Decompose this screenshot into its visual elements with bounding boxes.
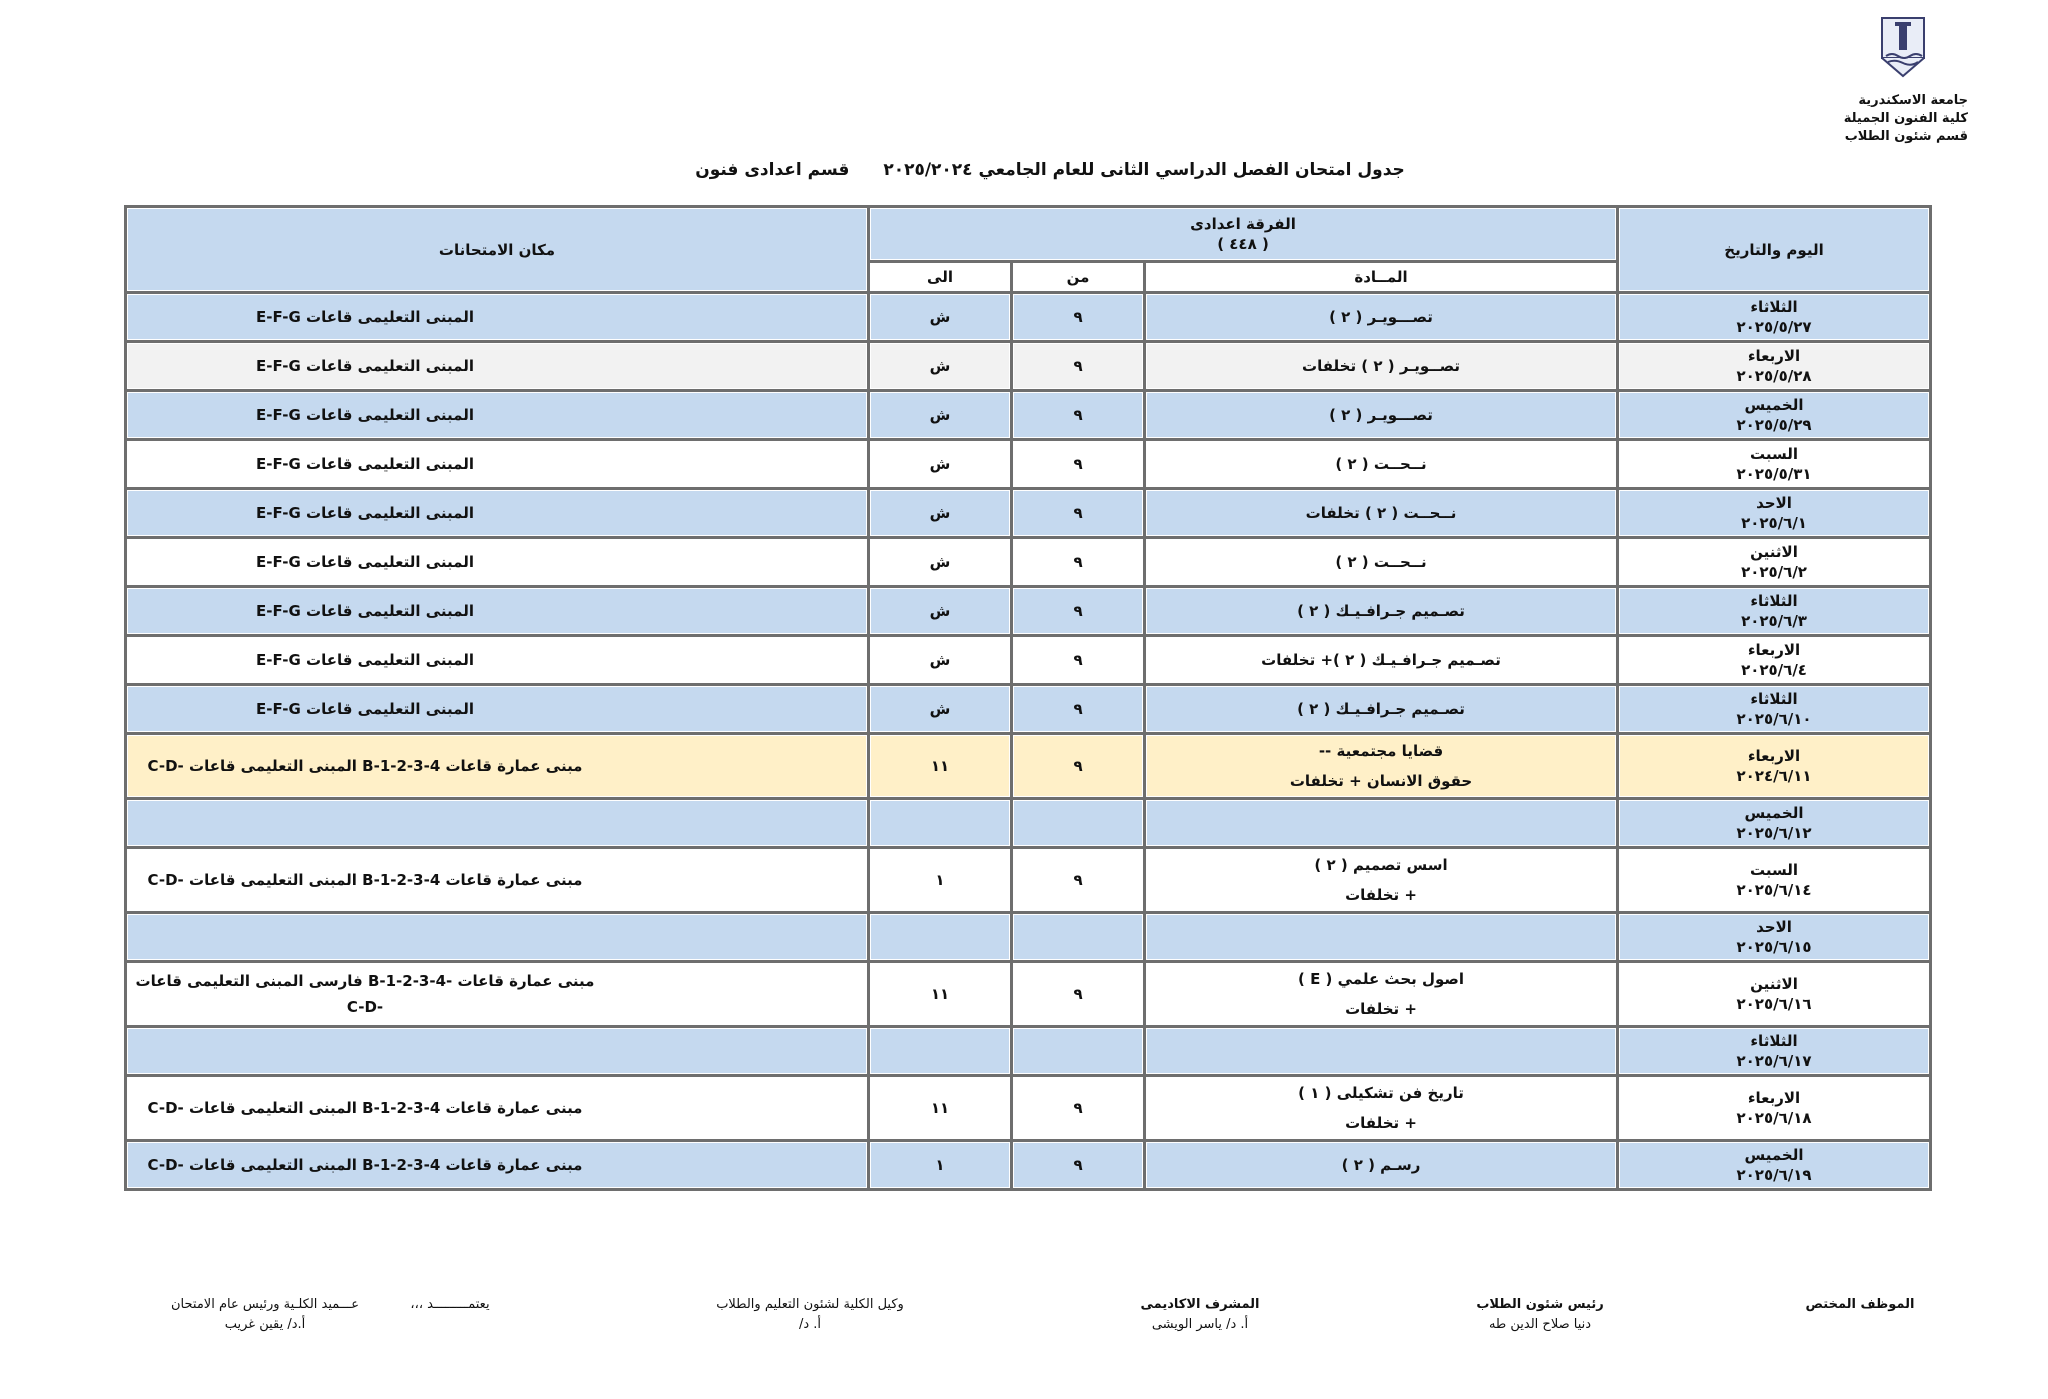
faculty-name: كلية الفنون الجميلة bbox=[1843, 111, 1968, 126]
subject-line-1: اصول بحث علمي ( E ) bbox=[1297, 970, 1465, 988]
footer-employee bbox=[1790, 1295, 1930, 1315]
cell-place: المبنى التعليمى قاعات E-F-G bbox=[127, 392, 867, 438]
cell-to: ش bbox=[870, 294, 1010, 340]
cell-place bbox=[127, 1028, 867, 1074]
table-row bbox=[127, 1142, 1929, 1188]
cell-subject bbox=[1146, 800, 1616, 846]
cell-to: ١١ bbox=[870, 963, 1010, 1025]
cell-to: ش bbox=[870, 588, 1010, 634]
day-name: السبت bbox=[1749, 861, 1799, 879]
cell-from: ٩ bbox=[1013, 392, 1143, 438]
header-subject: المــادة bbox=[1146, 263, 1616, 291]
cell-day-date bbox=[1619, 343, 1929, 389]
cell-to: ش bbox=[870, 637, 1010, 683]
cell-place: المبنى التعليمى قاعات E-F-G bbox=[127, 637, 867, 683]
header-group bbox=[870, 208, 1616, 260]
cell-from: ٩ bbox=[1013, 735, 1143, 797]
cell-day-date bbox=[1619, 441, 1929, 487]
cell-place: المبنى التعليمى قاعات E-F-G bbox=[127, 539, 867, 585]
affairs-title: رئيس شئون الطلاب bbox=[1476, 1297, 1604, 1312]
university-logo-icon bbox=[1880, 16, 1926, 78]
cell-from bbox=[1013, 914, 1143, 960]
vice-title: وكيل الكلية لشئون التعليم والطلاب bbox=[716, 1297, 904, 1312]
day-name: الاحد bbox=[1756, 494, 1792, 512]
table-row bbox=[127, 637, 1929, 683]
cell-subject bbox=[1146, 441, 1616, 487]
cell-day-date bbox=[1619, 914, 1929, 960]
table-row bbox=[127, 1077, 1929, 1139]
day-date: ٢٠٢٤/٦/١١ bbox=[1736, 767, 1812, 785]
day-date: ٢٠٢٥/٦/١٢ bbox=[1736, 824, 1812, 842]
cell-place bbox=[127, 800, 867, 846]
cell-subject bbox=[1146, 914, 1616, 960]
cell-to: ش bbox=[870, 441, 1010, 487]
cell-from: ٩ bbox=[1013, 441, 1143, 487]
table-row bbox=[127, 735, 1929, 797]
cell-day-date bbox=[1619, 1028, 1929, 1074]
cell-from: ٩ bbox=[1013, 637, 1143, 683]
cell-place: مبنى عمارة قاعات -B-1-2-3-4 فارسى المبنى التعليمى قاعات -C-D bbox=[127, 963, 867, 1025]
table-row bbox=[127, 343, 1929, 389]
day-name: الاربعاء bbox=[1747, 1089, 1801, 1107]
day-name: الخميس bbox=[1744, 1146, 1804, 1164]
exam-schedule-table bbox=[124, 205, 1932, 1191]
subject-line-2: حقوق الانسان + تخلفات bbox=[1289, 772, 1473, 790]
cell-to: ١ bbox=[870, 849, 1010, 911]
cell-from: ٩ bbox=[1013, 849, 1143, 911]
cell-subject bbox=[1146, 294, 1616, 340]
day-name: الاربعاء bbox=[1747, 347, 1801, 365]
supervisor-name: أ. د/ ياسر الويشى bbox=[1151, 1317, 1249, 1332]
header-day-date: اليوم والتاريخ bbox=[1619, 208, 1929, 291]
cell-place: المبنى التعليمى قاعات E-F-G bbox=[127, 686, 867, 732]
subject-line-1: رسـم ( ٢ ) bbox=[1341, 1156, 1421, 1174]
cell-to bbox=[870, 914, 1010, 960]
subject-line-1: نــحــت ( ٢ ) تخلفات bbox=[1305, 504, 1457, 522]
cell-from: ٩ bbox=[1013, 686, 1143, 732]
cell-place bbox=[127, 914, 867, 960]
cell-to bbox=[870, 1028, 1010, 1074]
day-date: ٢٠٢٥/٦/٢ bbox=[1741, 563, 1807, 581]
cell-from: ٩ bbox=[1013, 539, 1143, 585]
cell-subject bbox=[1146, 1077, 1616, 1139]
day-date: ٢٠٢٥/٥/٣١ bbox=[1736, 465, 1812, 483]
cell-to: ش bbox=[870, 392, 1010, 438]
employee-title: الموظف المختص bbox=[1805, 1297, 1915, 1312]
cell-subject bbox=[1146, 490, 1616, 536]
table-row bbox=[127, 849, 1929, 911]
subject-line-1: نــحــت ( ٢ ) bbox=[1335, 455, 1427, 473]
cell-to: ش bbox=[870, 490, 1010, 536]
cell-subject bbox=[1146, 849, 1616, 911]
page-title bbox=[600, 160, 1500, 180]
day-name: الاربعاء bbox=[1747, 641, 1801, 659]
subject-line-2: + تخلفات bbox=[1345, 886, 1417, 904]
cell-subject bbox=[1146, 1142, 1616, 1188]
day-date: ٢٠٢٥/٦/١ bbox=[1741, 514, 1807, 532]
cell-place: المبنى التعليمى قاعات E-F-G bbox=[127, 294, 867, 340]
affairs-name: دنيا صلاح الدين طه bbox=[1488, 1317, 1592, 1332]
day-name: الثلاثاء bbox=[1750, 592, 1798, 610]
cell-to: ش bbox=[870, 539, 1010, 585]
cell-subject bbox=[1146, 392, 1616, 438]
cell-subject bbox=[1146, 963, 1616, 1025]
university-header bbox=[1844, 92, 1968, 146]
day-name: الاحد bbox=[1756, 918, 1792, 936]
header-group-name: الفرقة اعدادى bbox=[1190, 215, 1296, 233]
cell-day-date bbox=[1619, 849, 1929, 911]
table-row bbox=[127, 800, 1929, 846]
approve-text: يعتمـــــــــد ،،، bbox=[410, 1297, 490, 1312]
cell-from bbox=[1013, 1028, 1143, 1074]
cell-place: المبنى التعليمى قاعات E-F-G bbox=[127, 343, 867, 389]
day-name: الخميس bbox=[1744, 396, 1804, 414]
cell-place: المبنى التعليمى قاعات E-F-G bbox=[127, 588, 867, 634]
subject-line-1: تصـــويـر ( ٢ ) bbox=[1329, 308, 1433, 326]
title-section: قسم اعدادى فنون bbox=[695, 160, 850, 180]
cell-to: ١١ bbox=[870, 1077, 1010, 1139]
table-header-row bbox=[127, 208, 1929, 260]
cell-day-date bbox=[1619, 735, 1929, 797]
table-row bbox=[127, 441, 1929, 487]
cell-day-date bbox=[1619, 588, 1929, 634]
header-place: مكان الامتحانات bbox=[127, 208, 867, 291]
cell-from bbox=[1013, 800, 1143, 846]
cell-to: ش bbox=[870, 686, 1010, 732]
cell-day-date bbox=[1619, 1077, 1929, 1139]
table-row bbox=[127, 686, 1929, 732]
cell-subject bbox=[1146, 1028, 1616, 1074]
table-row bbox=[127, 1028, 1929, 1074]
subject-line-2: + تخلفات bbox=[1345, 1114, 1417, 1132]
cell-subject bbox=[1146, 637, 1616, 683]
subject-line-1: اسس تصميم ( ٢ ) bbox=[1314, 856, 1448, 874]
title-main: جدول امتحان الفصل الدراسي الثانى للعام الجامعي ٢٠٢٥/٢٠٢٤ bbox=[883, 160, 1405, 180]
cell-day-date bbox=[1619, 490, 1929, 536]
footer-approve bbox=[380, 1295, 520, 1315]
day-date: ٢٠٢٥/٦/١٦ bbox=[1736, 995, 1812, 1013]
cell-day-date bbox=[1619, 294, 1929, 340]
cell-place: مبنى عمارة قاعات B-1-2-3-4 المبنى التعليمى قاعات -C-D bbox=[127, 849, 867, 911]
day-name: الثلاثاء bbox=[1750, 298, 1798, 316]
cell-place: مبنى عمارة قاعات B-1-2-3-4 المبنى التعليمى قاعات -C-D bbox=[127, 1142, 867, 1188]
footer-dean bbox=[150, 1295, 380, 1335]
subject-line-2: + تخلفات bbox=[1345, 1000, 1417, 1018]
day-date: ٢٠٢٥/٦/١٩ bbox=[1736, 1166, 1812, 1184]
cell-day-date bbox=[1619, 539, 1929, 585]
cell-to: ش bbox=[870, 343, 1010, 389]
footer-vice-dean bbox=[680, 1295, 940, 1335]
day-name: الثلاثاء bbox=[1750, 1032, 1798, 1050]
day-date: ٢٠٢٥/٦/١٨ bbox=[1736, 1109, 1812, 1127]
day-date: ٢٠٢٥/٦/٤ bbox=[1741, 661, 1807, 679]
day-name: الاثنين bbox=[1750, 543, 1798, 561]
cell-subject bbox=[1146, 686, 1616, 732]
table-row bbox=[127, 963, 1929, 1025]
day-date: ٢٠٢٥/٦/١٠ bbox=[1736, 710, 1812, 728]
day-name: الخميس bbox=[1744, 804, 1804, 822]
day-name: الثلاثاء bbox=[1750, 690, 1798, 708]
vice-name: أ. د/ bbox=[798, 1317, 822, 1332]
cell-from: ٩ bbox=[1013, 1142, 1143, 1188]
day-date: ٢٠٢٥/٦/١٧ bbox=[1736, 1052, 1812, 1070]
day-date: ٢٠٢٥/٥/٢٩ bbox=[1736, 416, 1812, 434]
cell-day-date bbox=[1619, 637, 1929, 683]
subject-line-1: قضايا مجتمعية -- bbox=[1318, 742, 1444, 760]
cell-place: المبنى التعليمى قاعات E-F-G bbox=[127, 490, 867, 536]
supervisor-title: المشرف الاكاديمى bbox=[1140, 1297, 1260, 1312]
cell-subject bbox=[1146, 588, 1616, 634]
subject-line-1: نــحــت ( ٢ ) bbox=[1335, 553, 1427, 571]
subject-line-1: تصـميم جـرافـيـك ( ٢ ) bbox=[1297, 602, 1465, 620]
cell-day-date bbox=[1619, 392, 1929, 438]
cell-to: ١١ bbox=[870, 735, 1010, 797]
cell-day-date bbox=[1619, 800, 1929, 846]
day-date: ٢٠٢٥/٥/٢٨ bbox=[1736, 367, 1812, 385]
cell-place: مبنى عمارة قاعات B-1-2-3-4 المبنى التعليمى قاعات -C-D bbox=[127, 1077, 867, 1139]
cell-place: مبنى عمارة قاعات B-1-2-3-4 المبنى التعليمى قاعات -C-D bbox=[127, 735, 867, 797]
dean-name: أ.د/ يقين غريب bbox=[224, 1317, 306, 1332]
header-from: من bbox=[1013, 263, 1143, 291]
table-row bbox=[127, 914, 1929, 960]
cell-from: ٩ bbox=[1013, 490, 1143, 536]
subject-line-1: تصــويـر ( ٢ ) تخلفات bbox=[1302, 357, 1461, 375]
table-row bbox=[127, 294, 1929, 340]
cell-day-date bbox=[1619, 686, 1929, 732]
footer-affairs bbox=[1430, 1295, 1650, 1335]
cell-place: المبنى التعليمى قاعات E-F-G bbox=[127, 441, 867, 487]
table-row bbox=[127, 392, 1929, 438]
cell-day-date bbox=[1619, 1142, 1929, 1188]
cell-from: ٩ bbox=[1013, 1077, 1143, 1139]
table-row bbox=[127, 588, 1929, 634]
day-name: الاربعاء bbox=[1747, 747, 1801, 765]
day-name: الاثنين bbox=[1750, 975, 1798, 993]
cell-to bbox=[870, 800, 1010, 846]
cell-subject bbox=[1146, 343, 1616, 389]
footer-supervisor bbox=[1090, 1295, 1310, 1335]
cell-subject bbox=[1146, 539, 1616, 585]
cell-from: ٩ bbox=[1013, 963, 1143, 1025]
department-name: قسم شئون الطلاب bbox=[1844, 129, 1968, 144]
cell-from: ٩ bbox=[1013, 343, 1143, 389]
header-to: الى bbox=[870, 263, 1010, 291]
subject-line-1: تصـــويـر ( ٢ ) bbox=[1329, 406, 1433, 424]
table-row bbox=[127, 490, 1929, 536]
university-name: جامعة الاسكندرية bbox=[1858, 93, 1968, 108]
cell-to: ١ bbox=[870, 1142, 1010, 1188]
cell-from: ٩ bbox=[1013, 588, 1143, 634]
dean-title: عـــميد الكلـية ورئيس عام الامتحان bbox=[171, 1297, 359, 1312]
subject-line-1: تصـميم جـرافـيـك ( ٢ ) bbox=[1297, 700, 1465, 718]
subject-line-1: تاريخ فن تشكيلى ( ١ ) bbox=[1298, 1084, 1464, 1102]
day-date: ٢٠٢٥/٦/١٥ bbox=[1736, 938, 1812, 956]
day-name: السبت bbox=[1749, 445, 1799, 463]
cell-from: ٩ bbox=[1013, 294, 1143, 340]
table-row bbox=[127, 539, 1929, 585]
header-group-count: ( ٤٤٨ ) bbox=[1217, 235, 1269, 253]
day-date: ٢٠٢٥/٦/٣ bbox=[1741, 612, 1807, 630]
cell-day-date bbox=[1619, 963, 1929, 1025]
day-date: ٢٠٢٥/٥/٢٧ bbox=[1736, 318, 1812, 336]
day-date: ٢٠٢٥/٦/١٤ bbox=[1736, 881, 1812, 899]
subject-line-1: تصـميم جـرافـيـك ( ٢ )+ تخلفات bbox=[1261, 651, 1501, 669]
cell-subject bbox=[1146, 735, 1616, 797]
